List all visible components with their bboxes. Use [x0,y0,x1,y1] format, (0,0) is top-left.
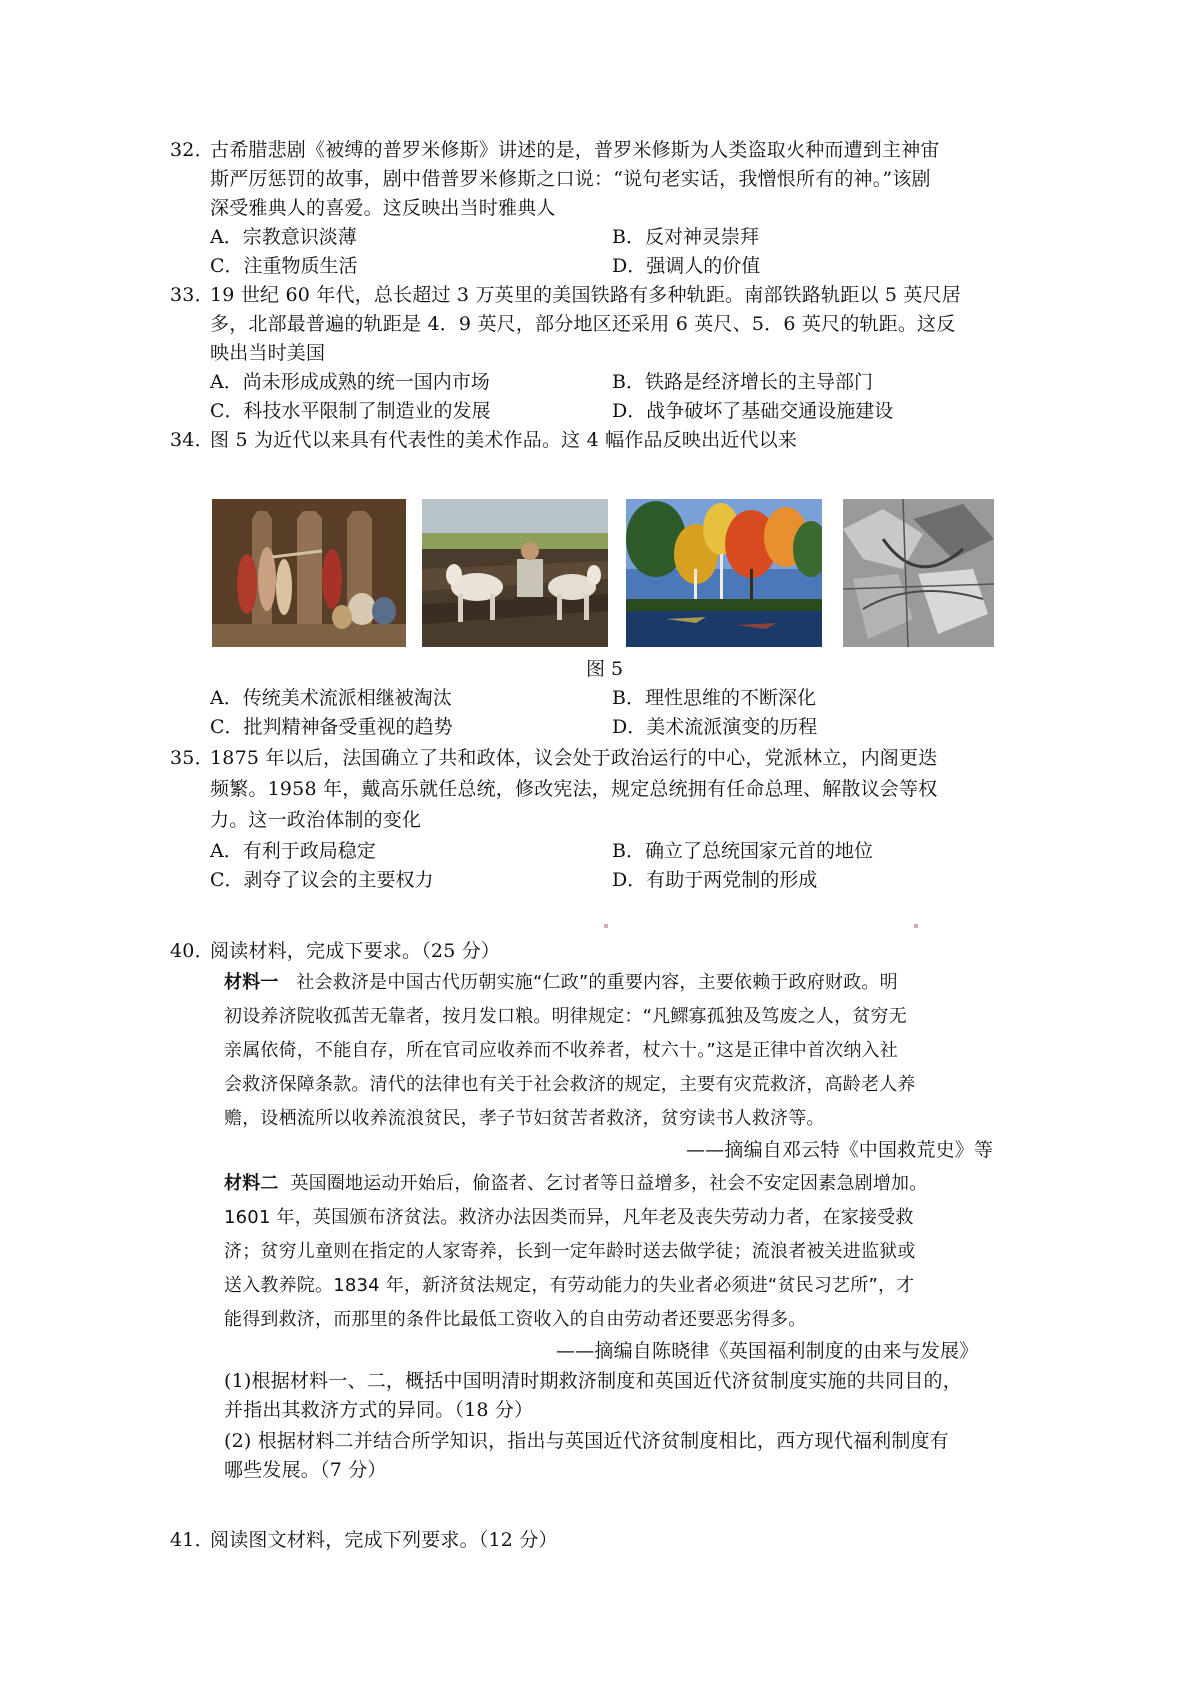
q40-material-2-line-5: 能得到救济，而那里的条件比最低工资收入的自由劳动者还要恶劣得多。 [224,1309,807,1330]
q34-number: 34． [170,429,214,451]
q40-subquestion-2-line-2: 哪些发展。（7 分） [224,1459,387,1481]
q34-option-a: A．传统美术流派相继被淘汰 [210,687,452,709]
q32-number: 32． [170,139,214,161]
painting-oath-icon [212,499,406,647]
q40-material-1-line-2: 初设养济院收孤苦无靠者，按月发口粮。明律规定：“凡鳏寡孤独及笃废之人，贫穷无 [224,1006,907,1027]
q34-option-c: C．批判精神备受重视的趋势 [210,716,453,738]
q40-subquestion-1-line-2: 并指出其救济方式的异同。（18 分） [224,1399,534,1421]
q33-option-d: D．战争破坏了基础交通设施建设 [612,400,894,422]
q35-number: 35． [170,747,214,769]
q40-material-2-line-4: 送入教养院。1834 年，新济贫法规定，有劳动能力的失业者必须进“贫民习艺所”，才 [224,1275,915,1296]
q40-subquestion-2-line-1: (2) 根据材料二并结合所学知识，指出与英国近代济贫制度相比，西方现代福利制度有 [224,1430,949,1452]
q33-line-2: 多，北部最普遍的轨距是 4．9 英尺，部分地区还采用 6 英尺、5．6 英尺的轨距。这反 [210,313,956,335]
material-2-source: ——摘编自陈晓律《英国福利制度的由来与发展》 [556,1340,979,1362]
q34-option-b: B．理性思维的不断深化 [612,687,816,709]
q33-line-3: 映出当时美国 [210,342,326,364]
q35-line-2: 频繁。1958 年，戴高乐就任总统，修改宪法，规定总统拥有任命总理、解散议会等权 [210,778,938,800]
material-1-text-1: 社会救济是中国古代历朝实施“仁政”的重要内容，主要依赖于政府财政。明 [296,972,898,993]
painting-plowing-icon [422,499,608,647]
material-1-label: 材料一 [224,972,279,993]
q33-option-b: B．铁路是经济增长的主导部门 [612,371,873,393]
q33-line-1 [170,283,961,307]
q34-option-d: D．美术流派演变的历程 [612,716,818,738]
scan-speck [914,924,918,928]
q33-option-c: C．科技水平限制了制造业的发展 [210,400,491,422]
q35-option-a: A．有利于政局稳定 [210,840,376,862]
material-2-label: 材料二 [224,1173,279,1194]
q32-line-1 [170,138,940,162]
q40-material-2-line-1 [224,1172,927,1196]
q35-line-1 [170,746,937,770]
q41-number: 41． [170,1529,214,1551]
q40-number: 40． [170,940,214,962]
q32-line-3: 深受雅典人的喜爱。这反映出当时雅典人 [210,197,556,219]
figure-caption: 图 5 [586,658,624,680]
q40-material-2-line-3: 济；贫穷儿童则在指定的人家寄养，长到一定年龄时送去做学徒；流浪者被关进监狱或 [224,1241,916,1262]
q35-option-c: C．剥夺了议会的主要权力 [210,869,434,891]
q33-text-1: 19 世纪 60 年代，总长超过 3 万英里的美国铁路有多种轨距。南部铁路轨距以 5 英尺居 [210,284,962,306]
q32-text-1: 古希腊悲剧《被缚的普罗米修斯》讲述的是，普罗米修斯为人类盗取火种而遭到主神宙 [210,139,940,161]
q40-text-1: 阅读材料，完成下要求。（25 分） [210,940,501,962]
q35-line-3: 力。这一政治体制的变化 [210,809,422,831]
q34-text-1: 图 5 为近代以来具有代表性的美术作品。这 4 幅作品反映出近代以来 [210,429,798,451]
q32-option-c: C．注重物质生活 [210,255,358,277]
q34-line-1 [170,428,797,452]
q32-option-a: A．宗教意识淡薄 [210,226,357,248]
q32-line-2: 斯严厉惩罚的故事，剧中借普罗米修斯之口说：“说句老实话，我憎恨所有的神。”该剧 [210,168,931,190]
q35-option-b: B．确立了总统国家元首的地位 [612,840,873,862]
q40-material-1-line-5: 赡，设栖流所以收养流浪贫民，孝子节妇贫苦者救济，贫穷读书人救济等。 [224,1108,825,1129]
painting-autumn-forest-icon [626,499,822,647]
painting-abstract-icon [843,499,994,647]
q35-option-d: D．有助于两党制的形成 [612,869,818,891]
q40-material-2-line-2: 1601 年，英国颁布济贫法。救济办法因类而异，凡年老及丧失劳动力者，在家接受救 [224,1207,914,1228]
q33-number: 33． [170,284,214,306]
q40-subquestion-1-line-1: (1)根据材料一、二，概括中国明清时期救济制度和英国近代济贫制度实施的共同目的， [224,1370,962,1392]
q32-option-d: D．强调人的价值 [612,255,761,277]
q41-line-1 [170,1528,558,1552]
scan-speck [604,924,608,928]
q35-text-1: 1875 年以后，法国确立了共和政体，议会处于政治运行的中心，党派林立，内阁更迭 [210,747,938,769]
q32-option-b: B．反对神灵崇拜 [612,226,759,248]
material-2-text-1: 英国圈地运动开始后，偷盗者、乞讨者等日益增多，社会不安定因素急剧增加。 [290,1173,928,1194]
material-1-source: ——摘编自邓云特《中国救荒史》等 [686,1139,994,1161]
q41-text-1: 阅读图文材料，完成下列要求。（12 分） [210,1529,558,1551]
q33-option-a: A．尚未形成成熟的统一国内市场 [210,371,490,393]
q40-material-1-line-3: 亲属依倚，不能自存，所在官司应收养而不收养者，杖六十。”这是正律中首次纳入社 [224,1040,898,1061]
q40-line-1 [170,939,500,963]
q40-material-1-line-4: 会救济保障条款。清代的法律也有关于社会救济的规定，主要有灾荒救济，高龄老人养 [224,1074,916,1095]
q40-material-1-line-1 [224,971,898,995]
